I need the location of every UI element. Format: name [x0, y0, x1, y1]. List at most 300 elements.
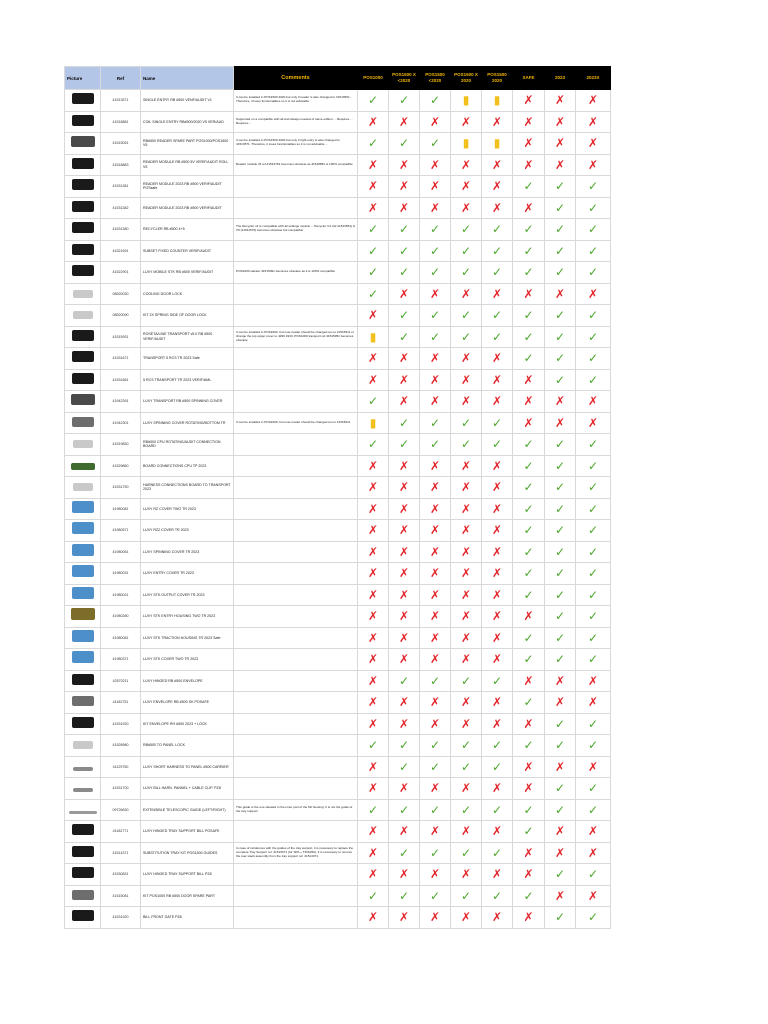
check-icon: ✓	[545, 240, 576, 262]
cross-icon: ✗	[420, 907, 451, 929]
cross-icon: ✗	[358, 821, 389, 843]
cross-icon: ✗	[420, 348, 451, 370]
part-photo	[73, 311, 93, 319]
part-photo	[71, 608, 95, 620]
cross-icon: ✗	[545, 885, 576, 907]
cross-icon: ✗	[451, 154, 482, 176]
part-ref: 41518883	[101, 154, 141, 176]
part-picture-cell	[65, 907, 101, 929]
table-row	[65, 885, 611, 907]
check-icon: ✓	[576, 434, 611, 456]
cross-icon: ✗	[576, 111, 611, 133]
check-icon: ✓	[451, 670, 482, 692]
check-icon: ✓	[545, 262, 576, 284]
cross-icon: ✗	[482, 541, 513, 563]
part-ref: 41519830	[101, 434, 141, 456]
cross-icon: ✗	[576, 842, 611, 864]
header-pos1500-2020: POS1500 2020	[482, 67, 513, 90]
check-icon: ✓	[389, 305, 420, 327]
part-photo	[72, 351, 94, 362]
cross-icon: ✗	[451, 778, 482, 800]
part-photo	[72, 651, 94, 663]
check-icon: ✓	[545, 541, 576, 563]
part-comment	[234, 907, 358, 929]
part-ref: 41129750	[101, 756, 141, 778]
check-icon: ✓	[576, 649, 611, 671]
part-picture-cell	[65, 670, 101, 692]
cross-icon: ✗	[576, 283, 611, 305]
cross-icon: ✗	[389, 369, 420, 391]
cross-icon: ✗	[420, 283, 451, 305]
cross-icon: ✗	[389, 176, 420, 198]
cross-icon: ✗	[358, 305, 389, 327]
part-photo	[72, 717, 94, 728]
cross-icon: ✗	[451, 520, 482, 542]
part-name: 5 RCS TRANSPORT TR 2023 VERIF/AML	[141, 369, 234, 391]
part-photo	[72, 179, 94, 190]
warning-icon: ▮	[358, 326, 389, 348]
table-row	[65, 111, 611, 133]
check-icon: ✓	[389, 434, 420, 456]
part-comment	[234, 778, 358, 800]
cross-icon: ✗	[420, 455, 451, 477]
cross-icon: ✗	[513, 111, 545, 133]
part-ref: 41531750	[101, 477, 141, 499]
cross-icon: ✗	[358, 369, 389, 391]
cross-icon: ✗	[451, 111, 482, 133]
cross-icon: ✗	[420, 176, 451, 198]
cross-icon: ✗	[358, 713, 389, 735]
part-name: COOLING DOOR LOCK	[141, 283, 234, 305]
check-icon: ✓	[358, 90, 389, 112]
part-comment	[234, 477, 358, 499]
cross-icon: ✗	[513, 283, 545, 305]
check-icon: ✓	[389, 412, 420, 434]
cross-icon: ✗	[420, 627, 451, 649]
part-picture-cell	[65, 391, 101, 413]
part-photo	[71, 463, 95, 470]
check-icon: ✓	[545, 477, 576, 499]
part-ref: 41531920	[101, 907, 141, 929]
check-icon: ✓	[576, 778, 611, 800]
part-name: LUXY TRANSPORT RB #500 SPINNING COVER	[141, 391, 234, 413]
part-ref: 41531700	[101, 778, 141, 800]
header-pos1000: POS1000	[358, 67, 389, 90]
part-ref: 41514371	[101, 842, 141, 864]
table-row	[65, 305, 611, 327]
check-icon: ✓	[389, 133, 420, 155]
header-pos1500-pre2020: POS1500 <2020	[420, 67, 451, 90]
cross-icon: ✗	[389, 498, 420, 520]
cross-icon: ✗	[358, 563, 389, 585]
check-icon: ✓	[576, 627, 611, 649]
check-icon: ✓	[545, 713, 576, 735]
part-name: KIT 2X SPRING SIDE OF DOOR LOCK	[141, 305, 234, 327]
check-icon: ✓	[451, 885, 482, 907]
cross-icon: ✗	[451, 176, 482, 198]
compatibility-table	[64, 66, 611, 929]
part-name: RB#500 TO PANEL LOCK	[141, 735, 234, 757]
table-row	[65, 240, 611, 262]
check-icon: ✓	[545, 799, 576, 821]
part-photo	[72, 674, 94, 685]
cross-icon: ✗	[482, 606, 513, 628]
part-name: LUXY BILL HARN. PANNEL + CABLE CLIP. PZ8	[141, 778, 234, 800]
cross-icon: ✗	[358, 520, 389, 542]
cross-icon: ✗	[545, 391, 576, 413]
part-name: LUXY STK ENTRY HOUSING TWO TR 2023	[141, 606, 234, 628]
cross-icon: ✗	[358, 842, 389, 864]
check-icon: ✓	[576, 520, 611, 542]
check-icon: ✓	[358, 799, 389, 821]
check-icon: ✓	[358, 283, 389, 305]
cross-icon: ✗	[482, 154, 513, 176]
part-picture-cell	[65, 756, 101, 778]
part-name: ROSETA/LINE TRANSPORT v5.0 RB #500 VERIF/AUDIT	[141, 326, 234, 348]
table-row	[65, 713, 611, 735]
part-picture-cell	[65, 455, 101, 477]
check-icon: ✓	[513, 348, 545, 370]
table-row	[65, 670, 611, 692]
check-icon: ✓	[420, 219, 451, 241]
part-ref: 41980021	[101, 584, 141, 606]
cross-icon: ✗	[389, 692, 420, 714]
part-ref: 41530831	[101, 864, 141, 886]
check-icon: ✓	[451, 799, 482, 821]
cross-icon: ✗	[576, 756, 611, 778]
check-icon: ✓	[576, 326, 611, 348]
cross-icon: ✗	[451, 455, 482, 477]
part-ref: 41182771	[101, 821, 141, 843]
cross-icon: ✗	[576, 154, 611, 176]
check-icon: ✓	[358, 735, 389, 757]
check-icon: ✓	[451, 842, 482, 864]
part-comment	[234, 176, 358, 198]
part-photo	[72, 522, 94, 534]
part-ref: 08520090	[101, 305, 141, 327]
cross-icon: ✗	[358, 692, 389, 714]
check-icon: ✓	[420, 670, 451, 692]
part-picture-cell	[65, 563, 101, 585]
check-icon: ✓	[576, 369, 611, 391]
part-picture-cell	[65, 498, 101, 520]
part-name: BOARD CONNECTIONS CPU TP 2023	[141, 455, 234, 477]
part-picture-cell	[65, 799, 101, 821]
part-picture-cell	[65, 262, 101, 284]
table-row	[65, 498, 611, 520]
table-row	[65, 326, 611, 348]
part-ref: 42570211	[101, 670, 141, 692]
table-row	[65, 606, 611, 628]
cross-icon: ✗	[482, 627, 513, 649]
part-ref: 41942301	[101, 412, 141, 434]
check-icon: ✓	[420, 756, 451, 778]
check-icon: ✓	[482, 885, 513, 907]
part-name: LUXY ENTRY COVER TR 2023	[141, 563, 234, 585]
part-ref: 41515931	[101, 326, 141, 348]
cross-icon: ✗	[513, 670, 545, 692]
cross-icon: ✗	[451, 692, 482, 714]
part-name: LUXY HINGED TRAY SUPPORT BILL PZ8	[141, 864, 234, 886]
part-name: SUBSTITUTION TRAY KIT POS1500 GUIDES	[141, 842, 234, 864]
cross-icon: ✗	[451, 283, 482, 305]
part-picture-cell	[65, 477, 101, 499]
header-ref: Ref	[101, 67, 141, 90]
part-photo	[72, 696, 94, 706]
table-row	[65, 219, 611, 241]
part-picture-cell	[65, 111, 101, 133]
check-icon: ✓	[513, 305, 545, 327]
cross-icon: ✗	[482, 391, 513, 413]
part-comment	[234, 756, 358, 778]
part-ref: 41522901	[101, 262, 141, 284]
warning-icon: ▮	[451, 90, 482, 112]
table-row	[65, 197, 611, 219]
check-icon: ✓	[576, 799, 611, 821]
cross-icon: ✗	[545, 756, 576, 778]
part-comment: The Recycler v4 is compatible with all settings models ... Recycler V4 (ref.41513551) & V5 (41511570) becomes obsolete but compatible	[234, 219, 358, 241]
check-icon: ✓	[576, 262, 611, 284]
check-icon: ✓	[545, 348, 576, 370]
cross-icon: ✗	[420, 154, 451, 176]
cross-icon: ✗	[451, 821, 482, 843]
part-comment	[234, 735, 358, 757]
cross-icon: ✗	[358, 670, 389, 692]
cross-icon: ✗	[482, 563, 513, 585]
cross-icon: ✗	[420, 649, 451, 671]
part-ref: 08520030	[101, 283, 141, 305]
cross-icon: ✗	[420, 111, 451, 133]
part-name: HARNESS CONNECTIONS BOARD TO TRANSPORT 2023	[141, 477, 234, 499]
header-picture: Picture	[65, 67, 101, 90]
check-icon: ✓	[576, 240, 611, 262]
cross-icon: ✗	[389, 154, 420, 176]
part-picture-cell	[65, 305, 101, 327]
cross-icon: ✗	[389, 197, 420, 219]
check-icon: ✓	[389, 219, 420, 241]
part-name: RECYCLER RB #500 4+5	[141, 219, 234, 241]
check-icon: ✓	[389, 262, 420, 284]
cross-icon: ✗	[358, 176, 389, 198]
cross-icon: ✗	[420, 778, 451, 800]
part-picture-cell	[65, 434, 101, 456]
cross-icon: ✗	[420, 369, 451, 391]
cross-icon: ✗	[420, 391, 451, 413]
cross-icon: ✗	[389, 778, 420, 800]
cross-icon: ✗	[389, 541, 420, 563]
cross-icon: ✗	[576, 670, 611, 692]
check-icon: ✓	[482, 756, 513, 778]
check-icon: ✓	[513, 262, 545, 284]
part-name: KIT POS1000 RB #500 DOOR SPARE PART	[141, 885, 234, 907]
check-icon: ✓	[576, 541, 611, 563]
table-row	[65, 348, 611, 370]
check-icon: ✓	[482, 799, 513, 821]
header-comments: Comments	[234, 67, 358, 90]
check-icon: ✓	[513, 821, 545, 843]
check-icon: ✓	[545, 907, 576, 929]
cross-icon: ✗	[482, 283, 513, 305]
cross-icon: ✗	[545, 821, 576, 843]
cross-icon: ✗	[358, 477, 389, 499]
cross-icon: ✗	[513, 864, 545, 886]
part-ref: 41531671	[101, 348, 141, 370]
cross-icon: ✗	[482, 348, 513, 370]
part-ref: 41980081	[101, 498, 141, 520]
part-photo	[73, 767, 93, 771]
part-photo	[71, 394, 95, 405]
cross-icon: ✗	[451, 498, 482, 520]
part-comment: Reader module v5 ref.41519781 becomes obsolete as 41518881 is 100% compatible	[234, 154, 358, 176]
table-row	[65, 799, 611, 821]
cross-icon: ✗	[482, 176, 513, 198]
check-icon: ✓	[358, 219, 389, 241]
header-name: Name	[141, 67, 234, 90]
check-icon: ✓	[576, 197, 611, 219]
check-icon: ✓	[545, 649, 576, 671]
part-photo	[71, 136, 95, 147]
cross-icon: ✗	[513, 606, 545, 628]
check-icon: ✓	[545, 197, 576, 219]
part-picture-cell	[65, 713, 101, 735]
cross-icon: ✗	[389, 520, 420, 542]
part-picture-cell	[65, 649, 101, 671]
part-photo	[72, 158, 94, 169]
cross-icon: ✗	[358, 111, 389, 133]
part-photo	[72, 867, 94, 878]
cross-icon: ✗	[358, 455, 389, 477]
part-comment	[234, 348, 358, 370]
part-picture-cell	[65, 606, 101, 628]
cross-icon: ✗	[451, 627, 482, 649]
part-name: LUXY HINGED RB #500 ENVELOPE	[141, 670, 234, 692]
part-ref: 41531381	[101, 176, 141, 198]
header-safe: SAFE	[513, 67, 545, 90]
part-name: COIL SINGLE ENTRY RB#500/2020 V5 VER/AUD	[141, 111, 234, 133]
cross-icon: ✗	[420, 692, 451, 714]
part-ref: 41521591	[101, 240, 141, 262]
table-row	[65, 133, 611, 155]
part-photo	[72, 890, 94, 900]
cross-icon: ✗	[545, 154, 576, 176]
part-ref: 41531380	[101, 219, 141, 241]
check-icon: ✓	[576, 907, 611, 929]
check-icon: ✓	[513, 434, 545, 456]
part-comment	[234, 713, 358, 735]
part-ref: 41515081	[101, 885, 141, 907]
part-name: READER MODULE 2023 RB #500 VERIF/AUDIT POSsafe	[141, 176, 234, 198]
check-icon: ✓	[482, 412, 513, 434]
check-icon: ✓	[545, 584, 576, 606]
part-picture-cell	[65, 348, 101, 370]
part-photo	[73, 483, 93, 491]
part-comment	[234, 520, 358, 542]
cross-icon: ✗	[482, 111, 513, 133]
cross-icon: ✗	[420, 563, 451, 585]
warning-icon: ▮	[482, 133, 513, 155]
part-picture-cell	[65, 197, 101, 219]
check-icon: ✓	[513, 563, 545, 585]
cross-icon: ✗	[420, 477, 451, 499]
part-ref: 41518881	[101, 111, 141, 133]
warning-icon: ▮	[451, 133, 482, 155]
cross-icon: ✗	[513, 369, 545, 391]
check-icon: ✓	[513, 799, 545, 821]
cross-icon: ✗	[389, 713, 420, 735]
cross-icon: ✗	[482, 713, 513, 735]
part-name: READER MODULE RB #500 5V VERIF/AUDIT ROLL V5	[141, 154, 234, 176]
table-row	[65, 176, 611, 198]
check-icon: ✓	[545, 778, 576, 800]
cross-icon: ✗	[545, 842, 576, 864]
check-icon: ✓	[576, 713, 611, 735]
cross-icon: ✗	[358, 907, 389, 929]
cross-icon: ✗	[451, 197, 482, 219]
part-name: RB#500 READER SPARE PART POS1000/POS1500 V5	[141, 133, 234, 155]
part-comment: It can be installed in POS1000, but note reader should be changed too to 41515911 or change the top upper cover to 4296 1933. POS1000 transport ref.41515951 becomes obsolete	[234, 326, 358, 348]
check-icon: ✓	[513, 649, 545, 671]
check-icon: ✓	[389, 799, 420, 821]
cross-icon: ✗	[358, 756, 389, 778]
part-photo	[73, 788, 93, 792]
check-icon: ✓	[358, 262, 389, 284]
part-picture-cell	[65, 176, 101, 198]
table-row	[65, 735, 611, 757]
cross-icon: ✗	[358, 541, 389, 563]
cross-icon: ✗	[389, 563, 420, 585]
part-photo	[72, 93, 94, 104]
check-icon: ✓	[576, 176, 611, 198]
warning-icon: ▮	[482, 90, 513, 112]
part-name: LUXY STK COVER TWO TR 2023	[141, 649, 234, 671]
cross-icon: ✗	[545, 133, 576, 155]
check-icon: ✓	[389, 90, 420, 112]
part-comment	[234, 885, 358, 907]
check-icon: ✓	[482, 240, 513, 262]
part-photo	[72, 265, 94, 276]
cross-icon: ✗	[545, 90, 576, 112]
check-icon: ✓	[451, 434, 482, 456]
check-icon: ✓	[545, 219, 576, 241]
part-comment	[234, 584, 358, 606]
table-row	[65, 154, 611, 176]
cross-icon: ✗	[513, 778, 545, 800]
check-icon: ✓	[389, 670, 420, 692]
cross-icon: ✗	[482, 498, 513, 520]
check-icon: ✓	[358, 885, 389, 907]
cross-icon: ✗	[389, 584, 420, 606]
part-picture-cell	[65, 735, 101, 757]
part-comment	[234, 649, 358, 671]
check-icon: ✓	[545, 326, 576, 348]
part-name: LUXY STK OUTPUT COVER TR 2023	[141, 584, 234, 606]
part-comment: It can be installed in POS1500 2020 but only if right entry is also changed to 41513571. Therefore, it loses functionalities so it is not advisable ...	[234, 133, 358, 155]
table-row	[65, 369, 611, 391]
cross-icon: ✗	[513, 713, 545, 735]
check-icon: ✓	[482, 842, 513, 864]
part-name: BILL FRONT GATE PZ8	[141, 907, 234, 929]
part-comment	[234, 455, 358, 477]
check-icon: ✓	[576, 563, 611, 585]
part-comment	[234, 434, 358, 456]
check-icon: ✓	[482, 326, 513, 348]
check-icon: ✓	[545, 606, 576, 628]
header-pos1500x-2020: POS1500 X 2020	[451, 67, 482, 90]
check-icon: ✓	[513, 498, 545, 520]
part-photo	[72, 330, 94, 341]
check-icon: ✓	[545, 369, 576, 391]
part-name: TRANSPORT 5 RCS TR 2023 Safe	[141, 348, 234, 370]
